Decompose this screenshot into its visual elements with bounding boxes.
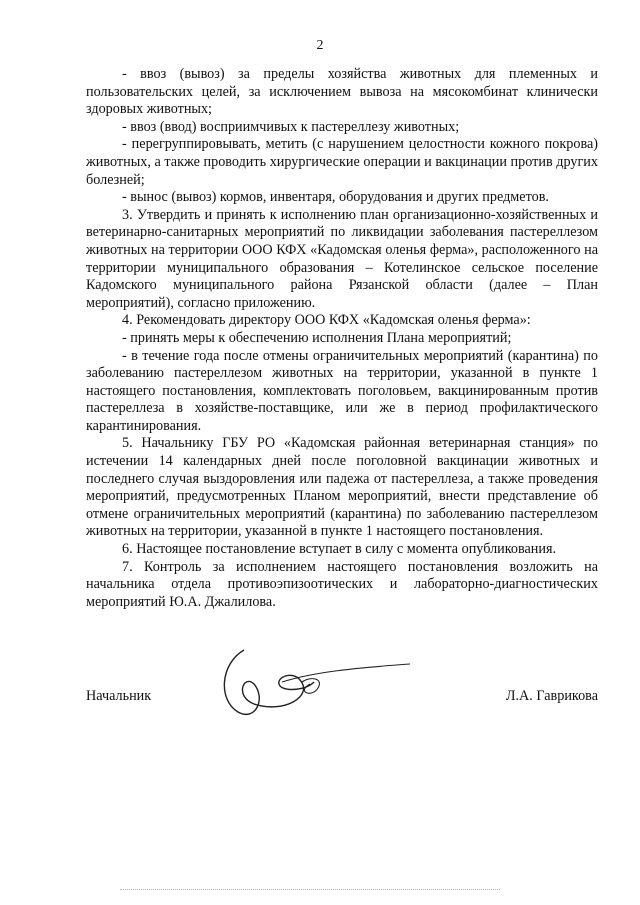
signatory-name: Л.А. Гаврикова bbox=[505, 688, 598, 704]
handwritten-signature bbox=[214, 642, 414, 722]
paragraph-item-4-measures: - принять меры к обеспечению исполнения Плана мероприятий; bbox=[122, 329, 512, 346]
signatory-title: Начальник bbox=[86, 688, 152, 704]
paragraph-item-3: 3. Утвердить и принять к исполнению план организационно-хозяйственных и ветеринарно-санитарных мероприятий по ликвидации заболевания пастереллезом животных на территории ООО КФХ «Кадомская оленья ферма», расположенного на территории муниципального образования – Котелинское сельское поселение Кадомского муниципального района Рязанской области (далее – План мероприятий), согласно приложению. bbox=[86, 206, 598, 311]
paragraph-item-6: 6. Настоящее постановление вступает в силу с момента опубликования. bbox=[122, 541, 557, 558]
paragraph-item-5: 5. Начальнику ГБУ РО «Кадомская районная ветеринарная станция» по истечении 14 календарных дней после поголовной вакцинации животных и последнего случая выздоровления или падежа от пастереллеза, а также проведения мероприятий, предусмотренных Планом мероприятий, внести представление об отмене ограничительных мероприятий (карантина) по заболеванию пастереллезом животных на территории, указанной в пункте 1 настоящего постановления. bbox=[86, 435, 598, 540]
scan-artifact-line bbox=[120, 889, 500, 890]
paragraph-removal-ban: - вынос (вывоз) кормов, инвентаря, оборудования и других предметов. bbox=[122, 189, 549, 206]
signature-block bbox=[86, 642, 598, 722]
paragraph-item-7: 7. Контроль за исполнением настоящего постановления возложить на начальника отдела противоэпизоотических и лабораторно-диагностических мероприятий Ю.А. Джалилова. bbox=[86, 558, 598, 610]
paragraph-regrouping-ban: - перегруппировывать, метить (с нарушением целостности кожного покрова) животных, а также проводить хирургические операции и вакцинации против других болезней; bbox=[86, 136, 598, 188]
paragraph-import-export-ban: - ввоз (вывоз) за пределы хозяйства животных для племенных и пользовательских целей, за исключением вывоза на мясокомбинат клинически здоровых животных; bbox=[86, 66, 598, 118]
paragraph-item-4-restocking: - в течение года после отмены ограничительных мероприятий (карантина) по заболеванию пастереллезом животных на территории, указанной в пункте 1 настоящего постановления, комплектовать поголовьем, вакцинированным против пастереллеза в хозяйстве-поставщике, или же в период профилактического карантинирования. bbox=[86, 347, 598, 434]
paragraph-item-4: 4. Рекомендовать директору ООО КФХ «Кадомская оленья ферма»: bbox=[122, 312, 531, 329]
page-number: 2 bbox=[316, 38, 324, 53]
paragraph-import-susceptible-ban: - ввоз (ввод) восприимчивых к пастереллезу животных; bbox=[122, 118, 460, 135]
document-body bbox=[86, 66, 598, 611]
